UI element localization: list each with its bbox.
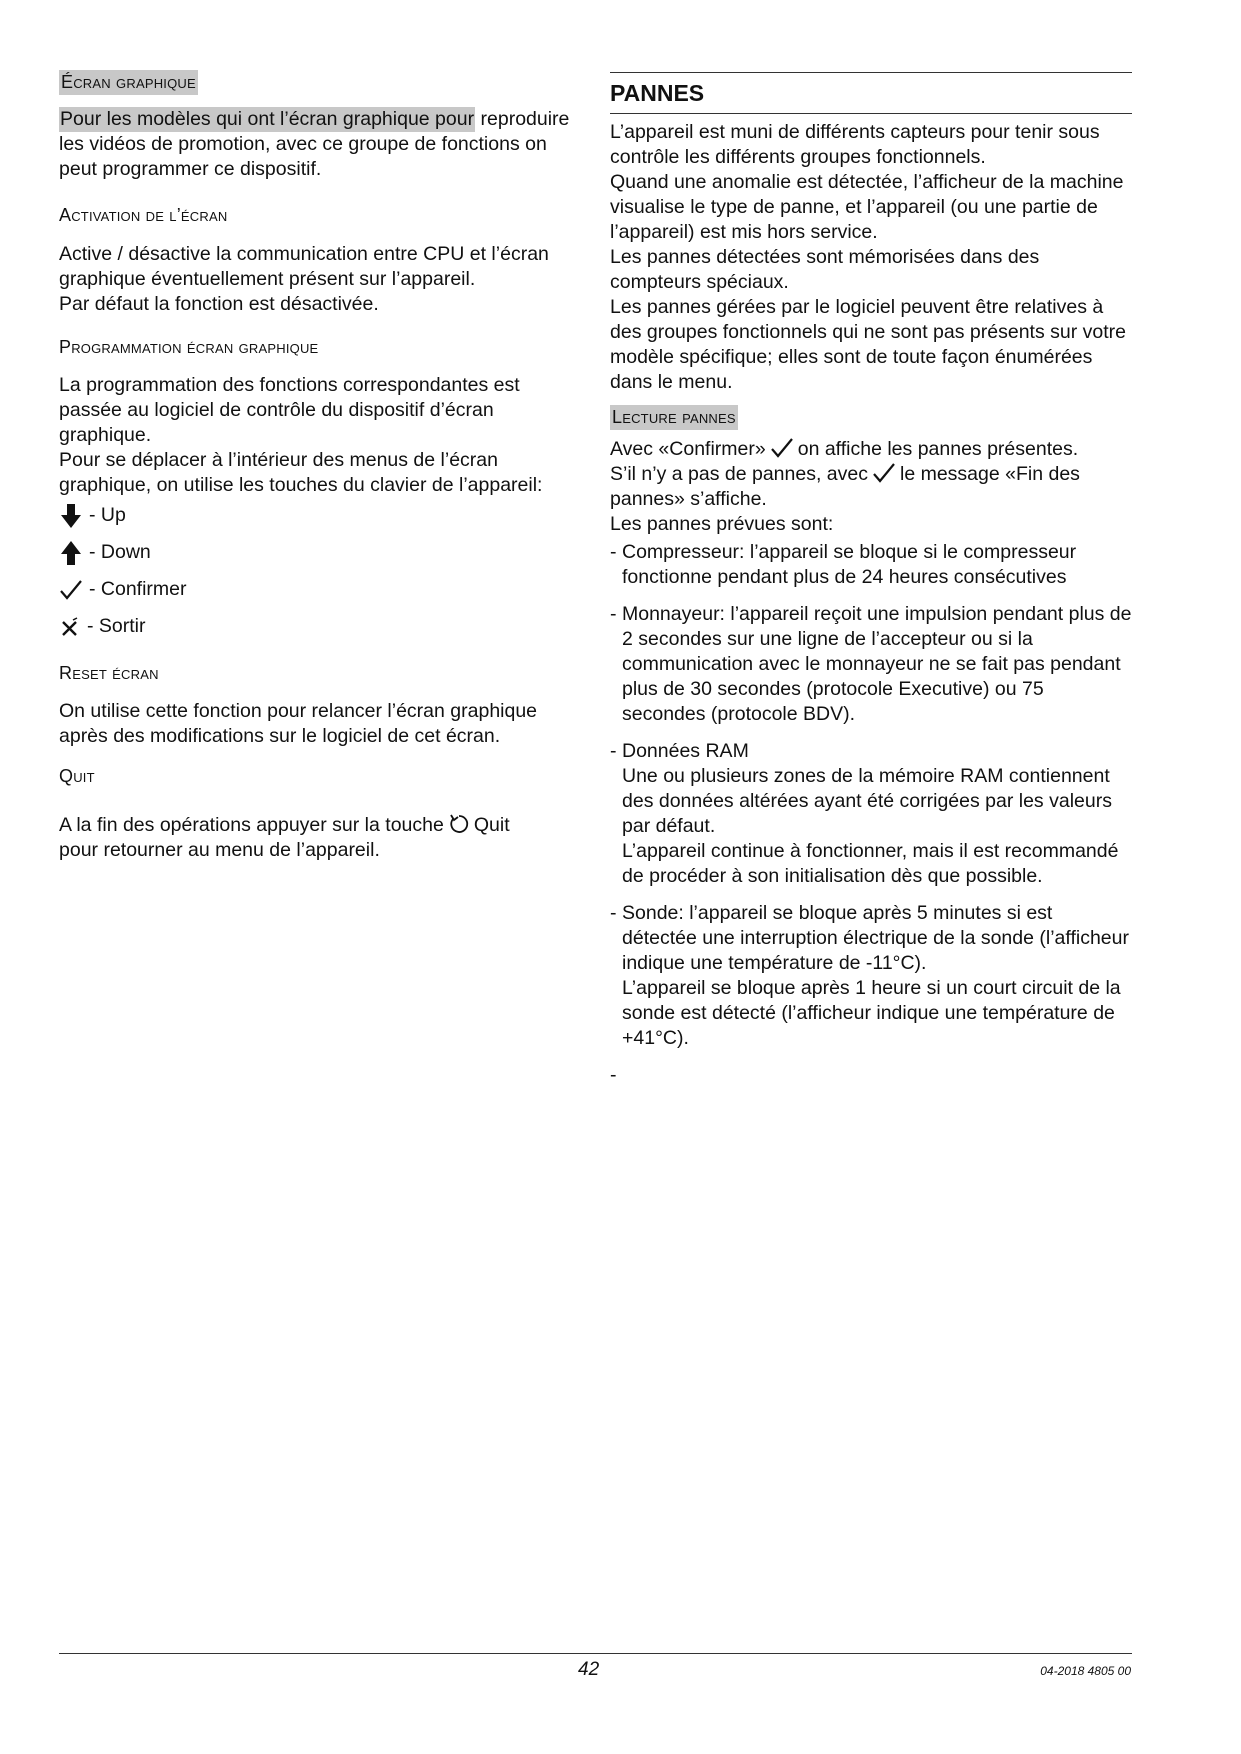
key-list	[59, 497, 359, 645]
item-text: Monnayeur: l’appareil reçoit une impulsion pendant plus de 2 secondes sur une ligne de l’accepteur ou si la communication avec le monnayeur ne se fait pas pendant plus de 30 secondes (protocole Executive) ou 75 secondes (protocole BDV).	[622, 603, 1132, 725]
list-item	[610, 602, 1132, 727]
lecture-line2	[610, 462, 1132, 512]
key-label: - Up	[89, 504, 126, 526]
ecran-text: reproduire les vidéos de promotion, avec ce groupe de fonctions on peut programmer ce dispositif.	[59, 108, 570, 180]
section-title-programmation: Programmation écran graphique	[59, 337, 319, 357]
lecture-l1b: on affiche les pannes présentes.	[797, 438, 1079, 460]
cross-icon	[59, 616, 81, 638]
back-icon	[448, 813, 470, 835]
key-row-up	[59, 497, 359, 534]
section-title-ecran-graphique: Écran graphique	[59, 70, 198, 95]
section-title-lecture: Lecture pannes	[610, 405, 738, 430]
key-label: - Confirmer	[89, 578, 187, 600]
lecture-l2a: S’il n’y a pas de pannes, avec	[610, 463, 868, 485]
lecture-l2b: le message «Fin des pannes» s’affiche.	[610, 463, 1080, 510]
list-item	[610, 1063, 1132, 1088]
section-title-activation: Activation de l’écran	[59, 205, 228, 225]
item-body	[622, 901, 1132, 1051]
pannes-p1: L’appareil est muni de différents capteurs pour tenir sous contrôle les différents groupes fonctionnels.	[610, 121, 1100, 168]
activation-p1: Active / désactive la communication entre CPU et l’écran graphique éventuellement présent sur l’appareil.	[59, 243, 549, 290]
item-dash: -	[610, 740, 617, 762]
quit-paragraph	[59, 813, 579, 863]
lecture-line3: Les pannes prévues sont:	[610, 513, 834, 535]
quit-text-after: Quit	[473, 814, 510, 836]
key-label: - Down	[89, 541, 151, 563]
section-title-quit: Quit	[59, 766, 95, 786]
list-item	[610, 739, 1132, 889]
pannes-list	[610, 540, 1132, 1100]
item-text	[622, 1063, 1132, 1088]
check-icon	[872, 462, 896, 484]
item-dash: -	[610, 603, 617, 625]
pannes-p2: Quand une anomalie est détectée, l’afficheur de la machine visualise le type de panne, et l’appareil (ou une partie de l’appareil) est mis hors service.	[610, 171, 1124, 243]
item-dash: -	[610, 1064, 617, 1086]
item-text2: Une ou plusieurs zones de la mémoire RAM contiennent des données altérées ayant été corrigées par les valeurs par défaut.	[622, 765, 1112, 837]
item-dash: -	[610, 902, 617, 924]
arrow-up-icon	[59, 540, 83, 566]
reset-paragraph: On utilise cette fonction pour relancer l’écran graphique après des modifications sur le logiciel de cet écran.	[59, 700, 538, 747]
key-row-down	[59, 534, 359, 571]
item-body	[622, 739, 1132, 889]
prog-p1: La programmation des fonctions correspondantes est passée au logiciel de contrôle du dispositif d’écran graphique.	[59, 374, 520, 446]
key-row-sortir	[59, 608, 359, 645]
pannes-title: PANNES	[610, 80, 705, 106]
check-icon	[770, 437, 794, 459]
list-item	[610, 901, 1132, 1051]
key-row-confirmer	[59, 571, 359, 608]
activation-p2: Par défaut la fonction est désactivée.	[59, 293, 379, 315]
doc-code: 04-2018 4805 00	[1040, 1664, 1131, 1678]
item-dash: -	[610, 541, 617, 563]
quit-text-before: A la fin des opérations appuyer sur la touche	[59, 814, 444, 836]
section-title-reset: Reset écran	[59, 663, 159, 683]
arrow-down-icon	[59, 503, 83, 529]
item-text3: L’appareil continue à fonctionner, mais il est recommandé de procéder à son initialisation dès que possible.	[622, 840, 1119, 887]
item-text2: L’appareil se bloque après 1 heure si un court circuit de la sonde est détecté (l’afficheur indique une température de +41°C).	[622, 977, 1121, 1049]
item-text: Données RAM	[622, 740, 749, 762]
key-label: - Sortir	[87, 615, 146, 637]
pannes-top-rule	[610, 72, 1132, 73]
pannes-p4: Les pannes gérées par le logiciel peuvent être relatives à des groupes fonctionnels qui ne sont pas présents sur votre modèle spécifique; elles sont de toute façon énumérées dans le menu.	[610, 296, 1126, 393]
quit-text-end: pour retourner au menu de l’appareil.	[59, 839, 380, 861]
item-text: Compresseur: l’appareil se bloque si le compresseur fonctionne pendant plus de 24 heures consécutives	[622, 541, 1077, 588]
highlighted-text: Pour les modèles qui ont l’écran graphique pour	[60, 108, 475, 130]
check-icon	[59, 578, 83, 602]
page-number: 42	[578, 1659, 600, 1680]
lecture-line1	[610, 437, 1132, 462]
ecran-paragraph	[59, 107, 579, 182]
lecture-l1a: Avec «Confirmer»	[610, 438, 766, 460]
list-item	[610, 540, 1132, 590]
footer-rule	[59, 1653, 1132, 1654]
item-text: Sonde: l’appareil se bloque après 5 minutes si est détectée une interruption électrique de la sonde (l’afficheur indique une température de -11°C).	[622, 902, 1129, 974]
pannes-p3: Les pannes détectées sont mémorisées dans des compteurs spéciaux.	[610, 246, 1040, 293]
pannes-bottom-rule	[610, 113, 1132, 114]
prog-p2: Pour se déplacer à l’intérieur des menus de l’écran graphique, on utilise les touches du clavier de l’appareil:	[59, 449, 543, 496]
